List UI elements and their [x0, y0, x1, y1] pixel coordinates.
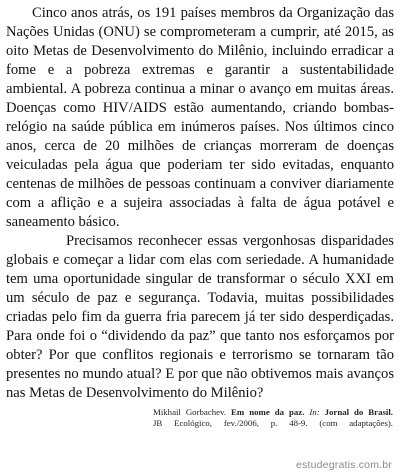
citation-author: Mikhail Gorbachev. — [153, 407, 227, 417]
document-body — [6, 4, 394, 403]
site-watermark: estudegratis.com.br — [295, 459, 392, 471]
citation-in-label: In: — [309, 407, 320, 417]
paragraph-1: Cinco anos atrás, os 191 países membros da Organização das Nações Unidas (ONU) se comprometeram a cumprir, até 2015, as oito Metas de Desenvolvimento do Milênio, incluindo erradicar a fome e a pobreza extremas e garantir a sustentabilidade ambiental. A pobreza continua a minar o avanço em muitas áreas. Doenças como HIV/AIDS estão aumentando, criando bombas-relógio na saúde pública em inúmeros países. Nos últimos cinco anos, cerca de 20 milhões de crianças morreram de doenças veiculadas pela água que poderiam ter sido evitadas, enquanto centenas de milhões de pessoas continuam a conviver diariamente com a aflição e a sujeira associadas à falta de água potável e saneamento básico. — [6, 5, 394, 230]
citation-details: JB Ecológico, fev./2006, p. 48-9. (com adaptações). — [153, 418, 393, 428]
citation-line-1 — [153, 407, 393, 418]
citation-publication: Jornal do Brasil. — [324, 407, 393, 417]
citation-title: Em nome da paz. — [231, 407, 305, 417]
source-citation — [153, 407, 393, 429]
paragraph-2: Precisamos reconhecer essas vergonhosas disparidades globais e começar a lidar com elas com seriedade. A humanidade tem uma oportunidade singular de transformar o século XXI em um século de paz e segurança. Todavia, muitas possibilidades criadas pelo fim da guerra fria parecem já ter sido desperdiçadas. Para onde foi o “dividendo da paz” que tanto nos esforçamos por obter? Por que conflitos regionais e terrorismo se tornaram tão presentes no mundo atual? E por que não obtivemos mais avanços nas Metas de Desenvolvimento do Milênio? — [6, 233, 394, 401]
